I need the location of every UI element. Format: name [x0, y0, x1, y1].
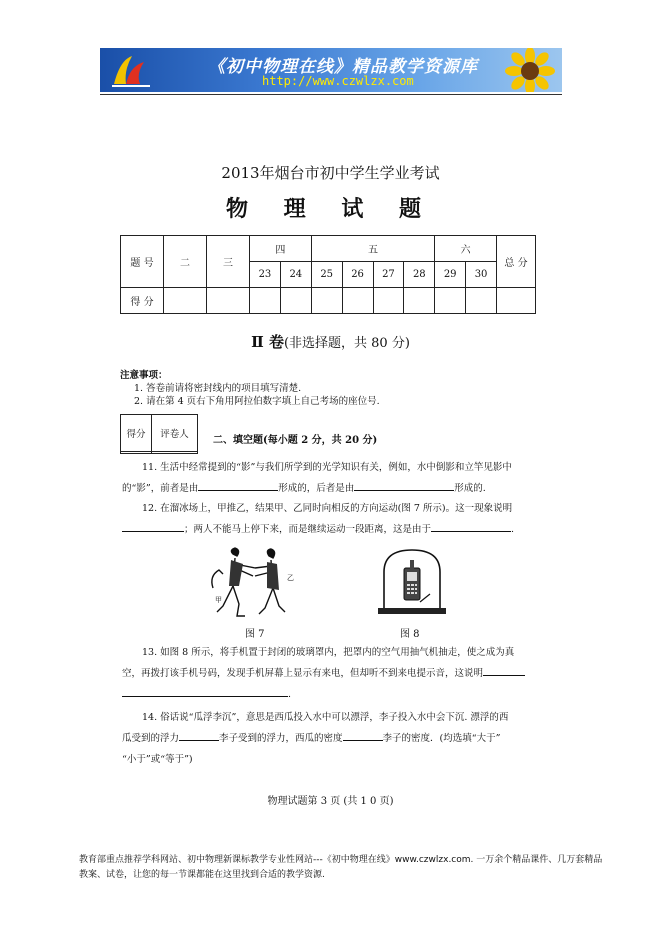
grader-score-label: 得分: [121, 415, 152, 452]
site-logo-icon: [110, 52, 154, 88]
q12-line1: 12. 在溜冰场上，甲推乙，结果甲、乙同时向相反的方向运动(图 7 所示)。这一现象说明: [142, 503, 513, 514]
q14-text: 李子受到的浮力，西瓜的密度: [219, 733, 343, 744]
q14-line2: [122, 728, 540, 749]
q11-text: 的“影”，前者是由: [122, 483, 199, 494]
page-number: 物理试题第 3 页 (共 1 0 页): [267, 796, 394, 807]
section-two-title: 二、填空题(每小题 2 分，共 20 分): [213, 435, 378, 446]
section-three: 三: [207, 236, 250, 288]
score-cell[interactable]: [404, 288, 435, 314]
volume-heading: [0, 331, 661, 352]
grader-table: [120, 414, 198, 454]
note-item: 1. 答卷前请将密封线内的项目填写清楚.: [134, 383, 302, 394]
score-cell[interactable]: [342, 288, 373, 314]
fig7-label-jia: 甲: [215, 596, 222, 604]
q14-line3: “小于”或“等于”): [122, 754, 193, 765]
q13-line2: [122, 663, 540, 684]
answer-blank[interactable]: [483, 665, 525, 676]
score-cell[interactable]: [207, 288, 250, 314]
section-five: 五: [311, 236, 435, 262]
answer-blank[interactable]: [343, 730, 383, 741]
score-label: 得 分: [121, 288, 164, 314]
question-12: [122, 498, 540, 540]
score-cell[interactable]: [164, 288, 207, 314]
item-29: 29: [435, 262, 466, 288]
figure-7-skaters: [203, 546, 303, 624]
answer-blank[interactable]: [354, 480, 454, 491]
footer-text: 教育部重点推荐学科网站、初中物理新课标教学专业性网站---《初中物理在线》www.czwlzx.com. 一万余个精品课件、几万套精品教案、试卷，让您的每一节课都能在这里找到合适的教学资源.: [79, 855, 603, 880]
grader-name-cell[interactable]: [152, 451, 198, 453]
score-cell[interactable]: [250, 288, 281, 314]
item-23: 23: [250, 262, 281, 288]
grader-label: 评卷人: [152, 415, 198, 452]
banner-title: 《初中物理在线》精品教学资源库: [208, 57, 478, 77]
q14-line1: 14. 俗话说“瓜浮李沉”，意思是西瓜投入水中可以漂浮，李子投入水中会下沉. 漂浮的西: [142, 712, 509, 723]
q13-line3: [122, 684, 540, 705]
grader-score-cell[interactable]: [121, 451, 152, 453]
fig7-label-yi: 乙: [287, 574, 294, 582]
question-14: [122, 707, 540, 770]
figure-8-bell-jar: [376, 546, 448, 620]
item-30: 30: [466, 262, 497, 288]
answer-blank[interactable]: [122, 686, 288, 697]
volume-title: Ⅱ 卷: [251, 333, 284, 351]
q13-text: 空，再拨打该手机号码，发现手机屏幕上显示有来电，但却听不到来电提示音，这说明: [122, 668, 484, 679]
item-25: 25: [311, 262, 342, 288]
question-13: [122, 642, 540, 705]
score-cell[interactable]: [466, 288, 497, 314]
item-26: 26: [342, 262, 373, 288]
q11-text: 形成的.: [454, 483, 486, 494]
q14-text: 瓜受到的浮力: [122, 733, 180, 744]
item-27: 27: [373, 262, 404, 288]
answer-blank[interactable]: [198, 480, 278, 491]
q11-line1: 11. 生活中经常提到的“影”与我们所学到的光学知识有关，例如，水中倒影和立竿见影中: [142, 462, 512, 473]
question-11: [122, 457, 540, 499]
notes: [120, 369, 380, 408]
figure-8-caption: 图 8: [400, 629, 420, 640]
q11-line2: [122, 478, 540, 499]
score-cell[interactable]: [435, 288, 466, 314]
q12-line2: [122, 519, 540, 540]
q12-text: .: [511, 524, 515, 535]
sunflower-icon: [496, 48, 558, 92]
q12-text: ；两人不能马上停下来，而是继续运动一段距离，这是由于: [184, 524, 432, 535]
total-score-cell[interactable]: [497, 288, 536, 314]
q13-line1: 13. 如图 8 所示，将手机置于封闭的玻璃罩内，把罩内的空气用抽气机抽走，使之成为真: [142, 647, 515, 658]
q11-text: 形成的，后者是由: [278, 483, 355, 494]
q13-text: .: [288, 689, 292, 700]
figure-7-caption: 图 7: [245, 629, 265, 640]
volume-note: (非选择题，共 80 分): [283, 336, 410, 351]
site-banner[interactable]: [100, 48, 562, 92]
section-six: 六: [435, 236, 497, 262]
item-28: 28: [404, 262, 435, 288]
score-cell[interactable]: [373, 288, 404, 314]
answer-blank[interactable]: [122, 521, 184, 532]
score-cell[interactable]: [311, 288, 342, 314]
subject-title: 物 理 试 题: [226, 196, 435, 222]
notes-heading: 注意事项：: [120, 370, 168, 381]
answer-blank[interactable]: [179, 730, 219, 741]
exam-title: 2013年烟台市初中学生学业考试: [221, 164, 440, 182]
q14-text: 李子的密度．(均选填“大于”: [382, 733, 501, 744]
score-cell[interactable]: [280, 288, 311, 314]
banner-divider: [100, 94, 562, 95]
section-four: 四: [250, 236, 312, 262]
banner-url[interactable]: http://www.czwlzx.com: [262, 74, 414, 88]
item-24: 24: [280, 262, 311, 288]
question-label: 题 号: [121, 236, 164, 288]
answer-blank[interactable]: [431, 521, 511, 532]
score-table: [120, 235, 536, 314]
total-label: 总 分: [497, 236, 536, 288]
section-two: 二: [164, 236, 207, 288]
note-item: 2. 请在第 4 页右下角用阿拉伯数字填上自己考场的座位号.: [134, 396, 380, 407]
